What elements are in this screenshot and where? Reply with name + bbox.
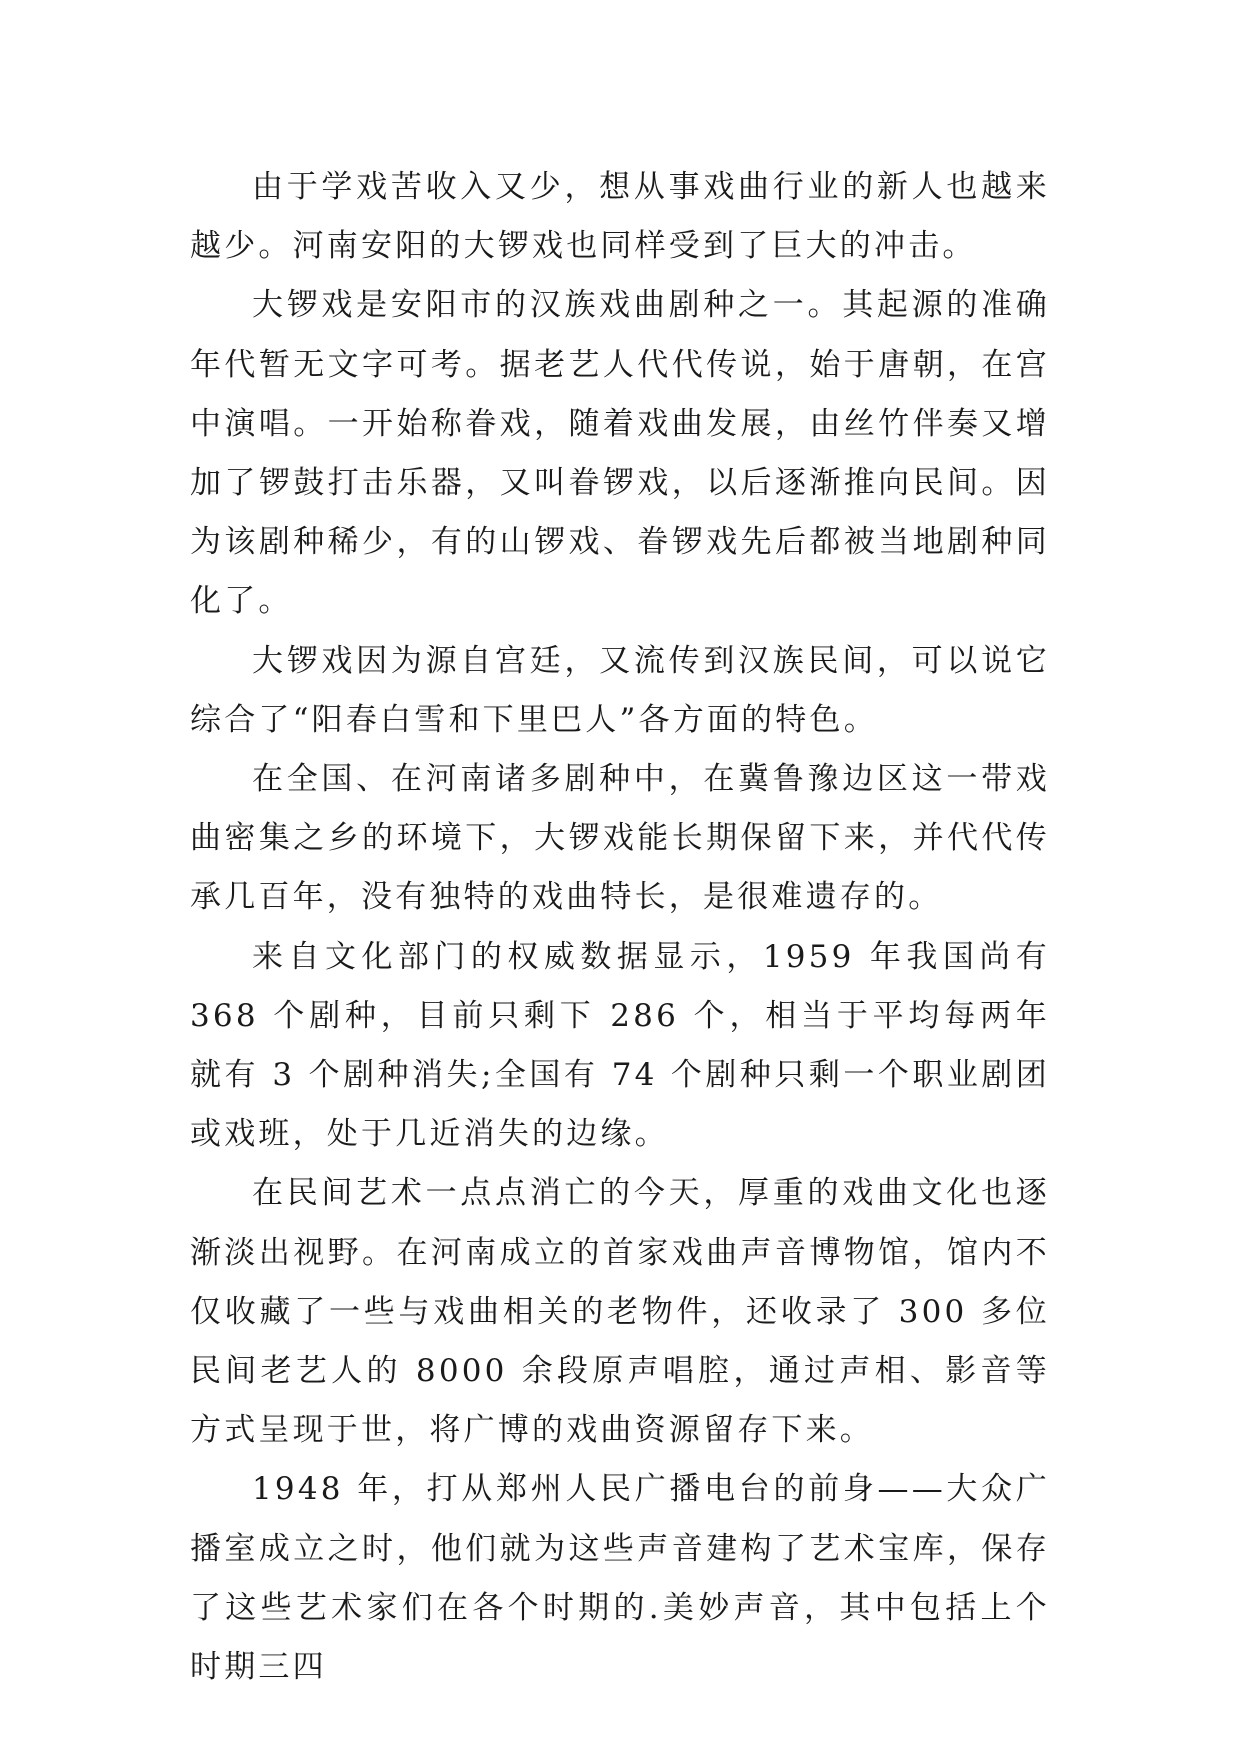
paragraph-4: 在全国、在河南诸多剧种中，在冀鲁豫边区这一带戏曲密集之乡的环境下，大锣戏能长期保留下来，并代代传承几百年，没有独特的戏曲特长，是很难遗存的。 [190,761,1050,916]
document-body [190,158,1050,1697]
paragraph-2: 大锣戏是安阳市的汉族戏曲剧种之一。其起源的准确年代暂无文字可考。据老艺人代代传说，始于唐朝，在宫中演唱。一开始称眷戏，随着戏曲发展，由丝竹伴奏又增加了锣鼓打击乐器，又叫眷锣戏，以后逐渐推向民间。因为该剧种稀少，有的山锣戏、眷锣戏先后都被当地剧种同化了。 [190,287,1050,620]
paragraph-6: 在民间艺术一点点消亡的今天，厚重的戏曲文化也逐渐淡出视野。在河南成立的首家戏曲声音博物馆，馆内不仅收藏了一些与戏曲相关的老物件，还收录了 300 多位民间老艺人的 8000 余段原声唱腔，通过声相、影音等方式呈现于世，将广博的戏曲资源留存下来。 [190,1175,1050,1449]
paragraph-1: 由于学戏苦收入又少，想从事戏曲行业的新人也越来越少。河南安阳的大锣戏也同样受到了巨大的冲击。 [190,169,1050,265]
paragraph-5: 来自文化部门的权威数据显示，1959 年我国尚有 368 个剧种，目前只剩下 286 个，相当于平均每两年就有 3 个剧种消失;全国有 74 个剧种只剩一个职业剧团或戏班，处于几近消失的边缘。 [190,938,1050,1153]
paragraph-3: 大锣戏因为源自宫廷，又流传到汉族民间，可以说它综合了“阳春白雪和下里巴人”各方面的特色。 [190,642,1050,738]
paragraph-7: 1948 年，打从郑州人民广播电台的前身——大众广播室成立之时，他们就为这些声音建构了艺术宝库，保存了这些艺术家们在各个时期的.美妙声音，其中包括上个时期三四 [190,1471,1050,1686]
